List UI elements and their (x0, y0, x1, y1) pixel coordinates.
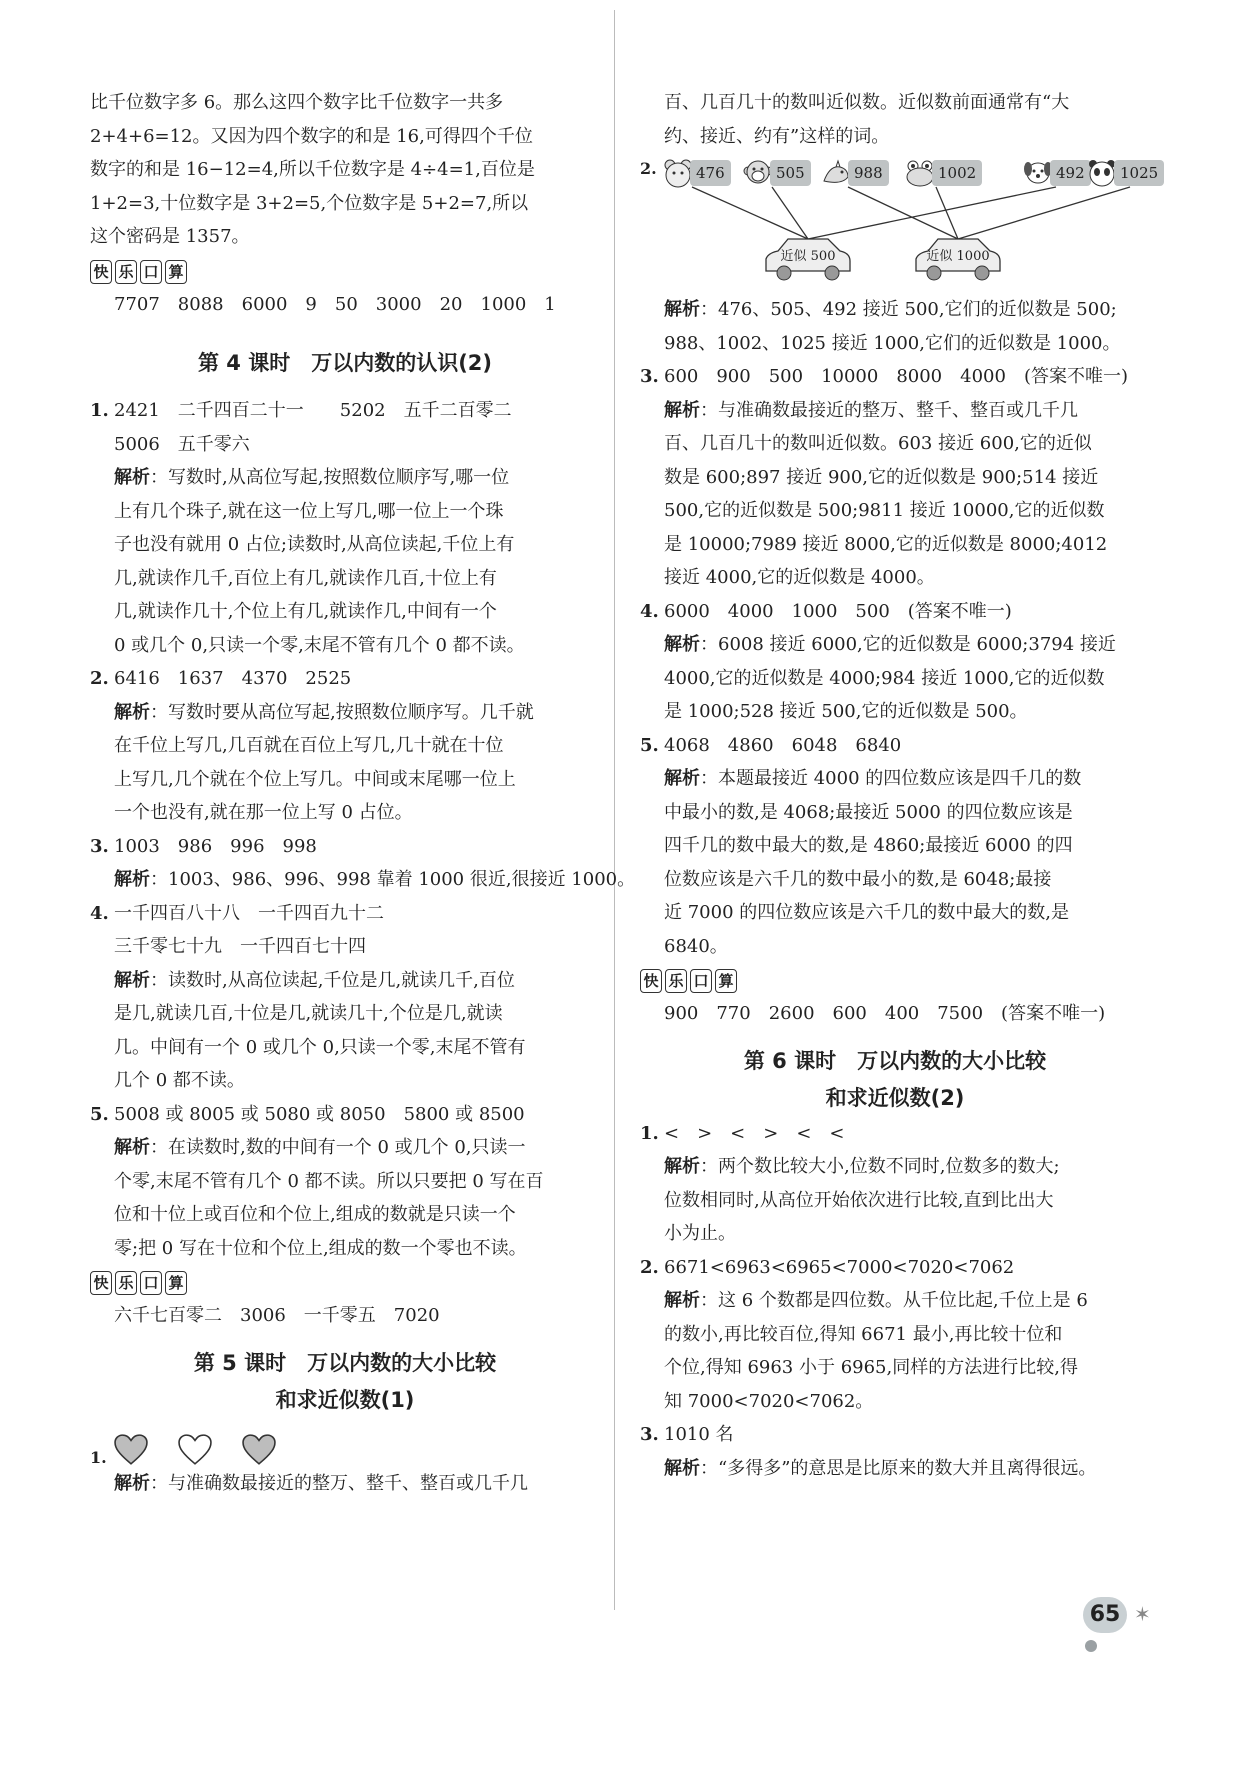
l6-q2-analysis: 知 7000<7020<7062。 (664, 1390, 874, 1412)
q5-analysis: 位和十位上或百位和个位上,组成的数就是只读一个 (114, 1204, 516, 1225)
q5-analysis: 6840。 (664, 935, 728, 957)
question-number: 3. (640, 1424, 659, 1445)
analysis-label: 解析 (664, 1290, 700, 1311)
q5-analysis: 四千几的数中最大的数,是 4860;最接近 6000 的四 (664, 835, 1073, 856)
animal-card (742, 157, 811, 189)
q4-answer: 6000 4000 1000 500 (答案不唯一) (664, 600, 1012, 622)
question-number: 5. (640, 734, 659, 756)
analysis-label: 解析 (664, 768, 700, 789)
analysis-label: 解析 (114, 1472, 150, 1494)
q4-analysis: ：读数时,从高位读起,千位是几,就读几千,百位 (150, 969, 515, 991)
l6-q1-answer: < > < > < < (664, 1122, 845, 1144)
analysis-label: 解析 (664, 634, 700, 655)
l6-q2-analysis: 的数小,再比较百位,得知 6671 最小,再比较十位和 (664, 1323, 1063, 1345)
analysis-label: 解析 (114, 467, 150, 488)
question-number: 1. (90, 400, 109, 421)
q5-answer: 5008 或 8005 或 5080 或 8050 5800 或 8500 (114, 1103, 525, 1125)
kuaile-koushuan-badge: 快 乐 口 算 (640, 969, 1150, 993)
question-number: 2. (640, 1256, 659, 1278)
kuaile-answers: 六千七百零二 3006 一千零五 7020 (114, 1305, 440, 1326)
animal-card (904, 157, 982, 189)
q5-analysis: ：本题最接近 4000 的四位数应该是四千几的数 (700, 768, 1082, 789)
q4-analysis: ：6008 接近 6000,它的近似数是 6000;3794 接近 (700, 634, 1116, 655)
kuaile-answers: 900 770 2600 600 400 7500 (答案不唯一) (664, 1003, 1106, 1024)
q5-answer: 4068 4860 6048 6840 (664, 734, 902, 756)
q5-analysis: 中最小的数,是 4068;最接近 5000 的四位数应该是 (664, 801, 1073, 823)
q3-answer: 1003 986 996 998 (114, 835, 317, 857)
l6-q1-analysis: 小为止。 (664, 1223, 736, 1244)
intro-line: 数字的和是 16−12=4,所以千位数字是 4÷4=1,百位是 (90, 159, 535, 180)
analysis-label: 解析 (114, 701, 150, 723)
animal-number: 988 (848, 160, 889, 186)
question-number: 1. (640, 1122, 659, 1144)
analysis-label: 解析 (664, 1457, 700, 1479)
filled-heart-icon (242, 1433, 276, 1467)
right-column (640, 86, 1159, 1485)
kuaile-answers: 7707 8088 6000 9 50 3000 20 1000 1 (114, 293, 556, 315)
animal-number: 492 (1050, 160, 1091, 186)
kuaile-koushuan-badge: 快 乐 口 算 (90, 1271, 600, 1295)
q3-analysis: ：与准确数最接近的整万、整千、整百或几千几 (700, 399, 1078, 421)
lesson-6-title: 和求近似数(2) (825, 1085, 965, 1110)
left-column (90, 86, 636, 1500)
q2-answer: 6416 1637 4370 2525 (114, 668, 352, 689)
q3-analysis: ：1003、986、996、998 靠着 1000 很近,很接近 1000。 (150, 869, 636, 890)
lesson-5-title: 第 5 课时 万以内数的大小比较 (193, 1350, 497, 1375)
q3-analysis: 接近 4000,它的近似数是 4000。 (664, 567, 935, 588)
column-divider (614, 10, 615, 1610)
q2-analysis: ：写数时要从高位写起,按照数位顺序写。几千就 (150, 701, 534, 723)
q3-answer: 600 900 500 10000 8000 4000 (答案不唯一) (664, 366, 1128, 387)
hearts-row (90, 1419, 600, 1467)
lesson-4-title: 第 4 课时 万以内数的认识(2) (197, 351, 493, 375)
q4-analysis: 4000,它的近似数是 4000;984 接近 1000,它的近似数 (664, 667, 1105, 689)
animal-number: 1025 (1114, 160, 1164, 186)
q4-answer: 一千四百八十八 一千四百九十二 (114, 902, 384, 924)
q4-analysis: 是几,就读几百,十位是几,就读几十,个位是几,就读 (114, 1003, 503, 1024)
question-number: 2. (90, 668, 109, 689)
intro-line: 约、接近、约有”这样的词。 (664, 125, 890, 147)
car-approx-500 (762, 235, 854, 281)
question-number: 4. (90, 902, 109, 924)
q2-analysis: 上写几,几个就在个位上写几。中间或末尾哪一位上 (114, 768, 516, 790)
q3-analysis: 是 10000;7989 接近 8000,它的近似数是 8000;4012 (664, 533, 1108, 555)
approximation-diagram (640, 153, 1159, 293)
decorative-dot (1085, 1640, 1097, 1652)
question-number: 2. (640, 159, 657, 178)
q2-analysis: 988、1002、1025 接近 1000,它们的近似数是 1000。 (664, 332, 1121, 354)
intro-line: 百、几百几十的数叫近似数。近似数前面通常有“大 (664, 92, 1070, 113)
q3-analysis: 500,它的近似数是 500;9811 接近 10000,它的近似数 (664, 500, 1105, 521)
animal-number: 476 (690, 160, 731, 186)
filled-heart-icon (114, 1433, 148, 1467)
l5-q1-analysis: ：与准确数最接近的整万、整千、整百或几千几 (150, 1472, 528, 1494)
q2-analysis: 一个也没有,就在那一位上写 0 占位。 (114, 802, 413, 823)
analysis-label: 解析 (114, 869, 150, 890)
q1-analysis: ：写数时,从高位写起,按照数位顺序写,哪一位 (150, 467, 510, 488)
animal-number: 505 (770, 160, 811, 186)
q1-answer: 5006 五千零六 (114, 433, 250, 455)
q3-analysis: 数是 600;897 接近 900,它的近似数是 900;514 接近 (664, 466, 1099, 488)
q5-analysis: 零;把 0 写在十位和个位上,组成的数一个零也不读。 (114, 1237, 527, 1259)
l6-q3-answer: 1010 名 (664, 1424, 734, 1445)
animal-card (1086, 157, 1164, 189)
empty-heart-icon (178, 1433, 212, 1467)
l6-q1-analysis: ：两个数比较大小,位数不同时,位数多的数大; (700, 1156, 1060, 1177)
q4-analysis: 是 1000;528 接近 500,它的近似数是 500。 (664, 701, 1028, 722)
q5-analysis: 个零,末尾不管有几个 0 都不读。所以只要把 0 写在百 (114, 1170, 544, 1192)
question-number: 3. (90, 835, 109, 857)
star-icon: ✶ (1134, 1602, 1151, 1626)
q4-analysis: 几。中间有一个 0 或几个 0,只读一个零,末尾不管有 (114, 1036, 526, 1058)
analysis-label: 解析 (664, 299, 700, 320)
animal-card (820, 157, 889, 189)
analysis-label: 解析 (114, 969, 150, 991)
car-label: 近似 500 (780, 249, 836, 264)
analysis-label: 解析 (664, 399, 700, 421)
l6-q2-analysis: ：这 6 个数都是四位数。从千位比起,千位上是 6 (700, 1290, 1088, 1311)
l6-q3-analysis: ：“多得多”的意思是比原来的数大并且离得很远。 (700, 1457, 1097, 1479)
lesson-5-title: 和求近似数(1) (275, 1387, 415, 1412)
question-number: 1. (90, 1447, 107, 1467)
lesson-6-title: 第 6 课时 万以内数的大小比较 (743, 1048, 1047, 1073)
intro-line: 1+2=3,十位数字是 3+2=5,个位数字是 5+2=7,所以 (90, 192, 529, 214)
kuaile-koushuan-badge: 快 乐 口 算 (90, 260, 600, 284)
question-number: 3. (640, 366, 659, 387)
q1-answer: 2421 二千四百二十一 5202 五千二百零二 (114, 400, 512, 421)
l6-q2-answer: 6671<6963<6965<7000<7020<7062 (664, 1256, 1015, 1278)
question-number: 4. (640, 600, 659, 622)
q4-answer: 三千零七十九 一千四百七十四 (114, 936, 366, 957)
analysis-label: 解析 (664, 1156, 700, 1177)
q1-analysis: 上有几个珠子,就在这一位上写几,哪一位上一个珠 (114, 500, 504, 522)
analysis-label: 解析 (114, 1137, 150, 1158)
q1-analysis: 几,就读作几十,个位上有几,就读作几,中间有一个 (114, 601, 497, 622)
l6-q2-analysis: 个位,得知 6963 小于 6965,同样的方法进行比较,得 (664, 1357, 1078, 1378)
q2-analysis: ：476、505、492 接近 500,它们的近似数是 500; (700, 299, 1117, 320)
intro-line: 2+4+6=12。又因为四个数字的和是 16,可得四个千位 (90, 125, 533, 147)
q1-analysis: 0 或几个 0,只读一个零,末尾不管有几个 0 都不读。 (114, 634, 525, 656)
animal-number: 1002 (932, 160, 982, 186)
q5-analysis: 位数应该是六千几的数中最小的数,是 6048;最接 (664, 868, 1052, 890)
page-number: 65 (1083, 1597, 1127, 1633)
question-number: 5. (90, 1103, 109, 1125)
q2-analysis: 在千位上写几,几百就在百位上写几,几十就在十位 (114, 735, 504, 756)
intro-line: 这个密码是 1357。 (90, 226, 250, 247)
animal-card (1022, 157, 1091, 189)
q5-analysis: ：在读数时,数的中间有一个 0 或几个 0,只读一 (150, 1137, 526, 1158)
q5-analysis: 近 7000 的四位数应该是六千几的数中最大的数,是 (664, 902, 1069, 923)
intro-line: 比千位数字多 6。那么这四个数字比千位数字一共多 (90, 92, 504, 113)
l6-q1-analysis: 位数相同时,从高位开始依次进行比较,直到比出大 (664, 1189, 1054, 1211)
q3-analysis: 百、几百几十的数叫近似数。603 接近 600,它的近似 (664, 433, 1092, 454)
car-approx-1000 (912, 235, 1004, 281)
q4-analysis: 几个 0 都不读。 (114, 1070, 245, 1091)
car-label: 近似 1000 (926, 249, 990, 264)
q1-analysis: 几,就读作几千,百位上有几,就读作几百,十位上有 (114, 567, 497, 589)
q1-analysis: 子也没有就用 0 占位;读数时,从高位读起,千位上有 (114, 534, 515, 555)
animal-card (662, 157, 731, 189)
